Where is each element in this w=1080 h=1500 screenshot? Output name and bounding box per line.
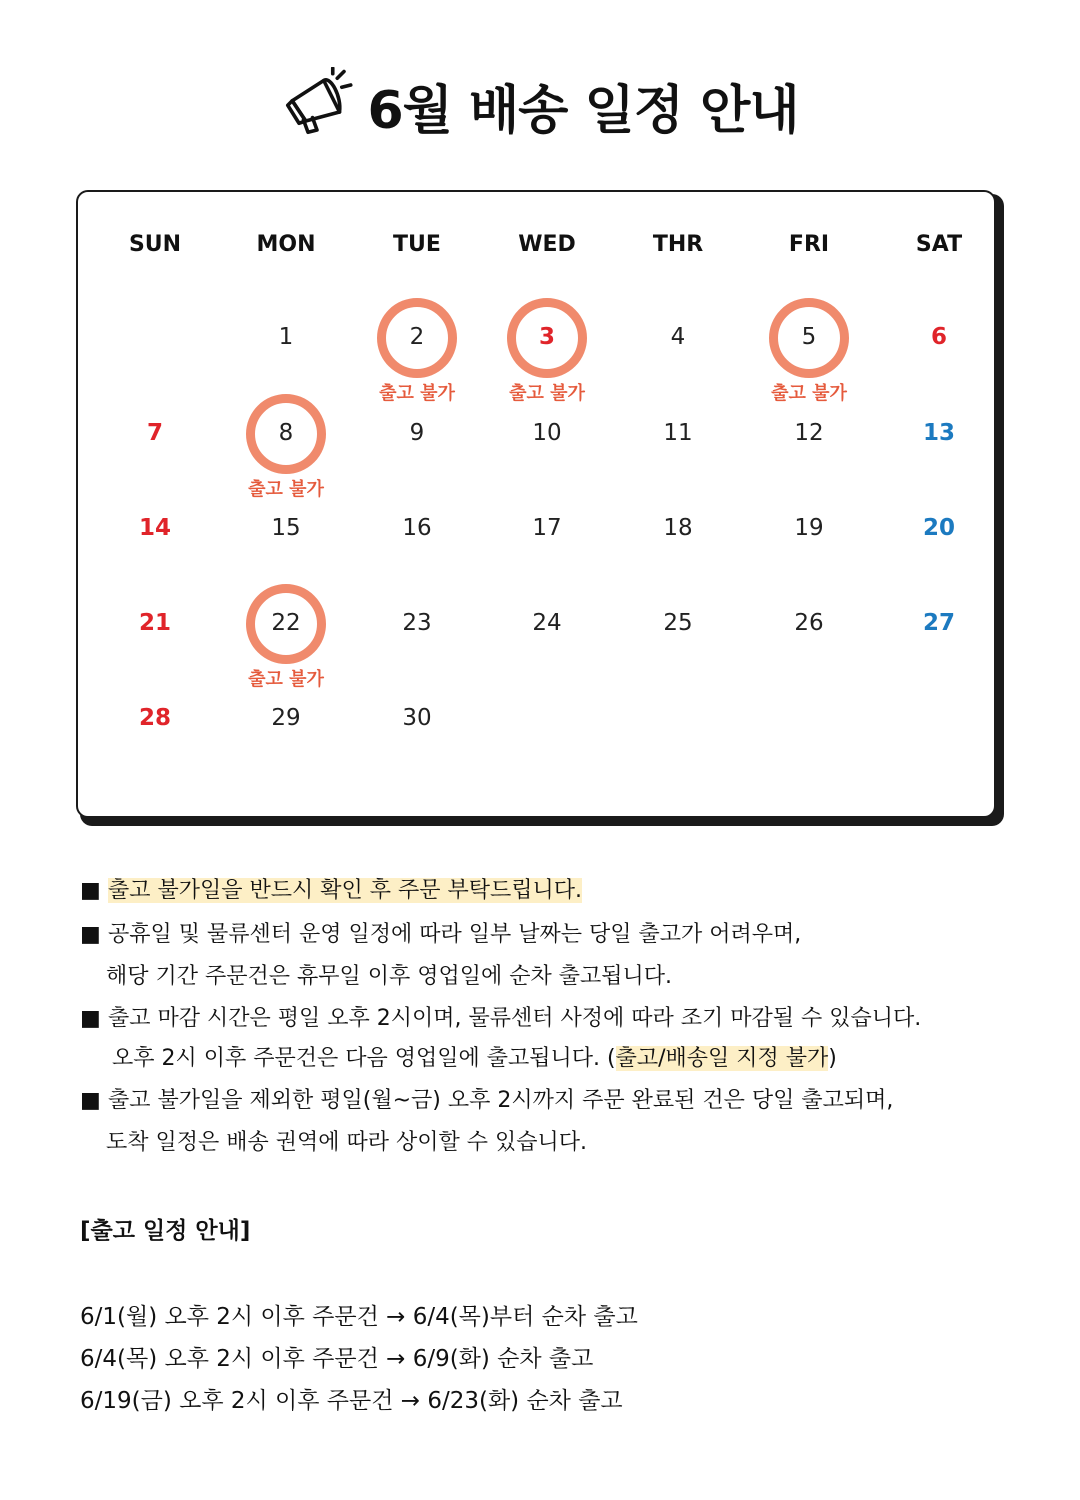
calendar-day: 24 (532, 610, 562, 636)
weekday-thr: THR (652, 232, 704, 257)
megaphone-icon (281, 67, 353, 143)
schedule-line-1: 6/1(월) 오후 2시 이후 주문건 → 6/4(목)부터 순차 출고 (80, 1304, 638, 1330)
weekday-mon: MON (256, 232, 316, 257)
calendar-day: 4 (670, 324, 686, 350)
note-3b-post: ) (828, 1046, 837, 1071)
bullet: ■ (80, 878, 101, 903)
note-2b-text: 해당 기간 주문건은 휴무일 이후 영업일에 순차 출고됩니다. (106, 964, 672, 989)
calendar-day: 20 (922, 515, 955, 541)
noship-label: 출고 불가 (509, 383, 585, 404)
schedule-line-2: 6/4(목) 오후 2시 이후 주문건 → 6/9(화) 순차 출고 (80, 1346, 594, 1372)
bullet: ■ (80, 922, 101, 947)
calendar-day: 12 (794, 420, 824, 446)
bullet: ■ (80, 1006, 101, 1031)
calendar-day: 7 (146, 420, 163, 446)
weekday-sun: SUN (128, 232, 182, 257)
note-1 (80, 880, 582, 902)
calendar-day: 27 (922, 610, 955, 636)
noship-label: 출고 불가 (771, 383, 847, 404)
calendar-day: 9 (409, 420, 425, 446)
note-4a-text: 출고 불가일을 제외한 평일(월~금) 오후 2시까지 주문 완료된 건은 당일 출고되며, (108, 1088, 894, 1113)
calendar-day: 22 (271, 610, 301, 636)
calendar (76, 190, 996, 818)
calendar-day: 2 (409, 324, 425, 350)
page-title: 6월 배송 일정 안내 (367, 80, 799, 141)
calendar-day: 28 (138, 705, 171, 731)
calendar-day: 15 (271, 515, 301, 541)
note-3a (80, 1008, 921, 1030)
noship-label: 출고 불가 (248, 479, 324, 500)
noship-label: 출고 불가 (379, 383, 455, 404)
noship-label: 출고 불가 (248, 669, 324, 690)
calendar-day: 5 (801, 324, 817, 350)
calendar-day: 17 (532, 515, 562, 541)
calendar-day: 19 (794, 515, 824, 541)
calendar-day: 6 (930, 324, 947, 350)
calendar-day: 3 (538, 324, 555, 350)
weekday-wed: WED (518, 232, 576, 257)
weekday-tue: TUE (393, 232, 441, 257)
calendar-day: 23 (402, 610, 432, 636)
note-3b (112, 1048, 837, 1070)
calendar-day: 25 (663, 610, 693, 636)
weekday-fri: FRI (788, 232, 830, 257)
calendar-day: 11 (663, 420, 693, 446)
bullet: ■ (80, 1088, 101, 1113)
note-3a-text: 출고 마감 시간은 평일 오후 2시이며, 물류센터 사정에 따라 조기 마감될 수 있습니다. (108, 1006, 922, 1031)
weekday-sat: SAT (915, 232, 963, 257)
calendar-day: 8 (278, 420, 294, 446)
note-2a (80, 924, 801, 946)
note-3b-highlight: 출고/배송일 지정 불가 (615, 1046, 829, 1071)
note-4b (106, 1132, 587, 1154)
calendar-day: 10 (532, 420, 562, 446)
calendar-day: 18 (663, 515, 693, 541)
calendar-day: 16 (402, 515, 432, 541)
page-header (0, 60, 1080, 150)
calendar-day: 14 (138, 515, 171, 541)
calendar-day: 30 (402, 705, 432, 731)
note-2a-text: 공휴일 및 물류센터 운영 일정에 따라 일부 날짜는 당일 출고가 어려우며, (108, 922, 802, 947)
schedule-title: [출고 일정 안내] (80, 1218, 251, 1244)
calendar-day: 29 (271, 705, 301, 731)
calendar-day: 26 (794, 610, 824, 636)
note-3b-pre: 오후 2시 이후 주문건은 다음 영업일에 출고됩니다. ( (112, 1046, 616, 1071)
schedule-line-3: 6/19(금) 오후 2시 이후 주문건 → 6/23(화) 순차 출고 (80, 1388, 623, 1414)
note-4b-text: 도착 일정은 배송 권역에 따라 상이할 수 있습니다. (106, 1130, 587, 1155)
calendar-day: 1 (278, 324, 294, 350)
note-2b (106, 966, 672, 988)
calendar-day: 13 (922, 420, 955, 446)
note-4a (80, 1090, 893, 1112)
calendar-day: 21 (138, 610, 171, 636)
note-1-text: 출고 불가일을 반드시 확인 후 주문 부탁드립니다. (108, 878, 582, 903)
